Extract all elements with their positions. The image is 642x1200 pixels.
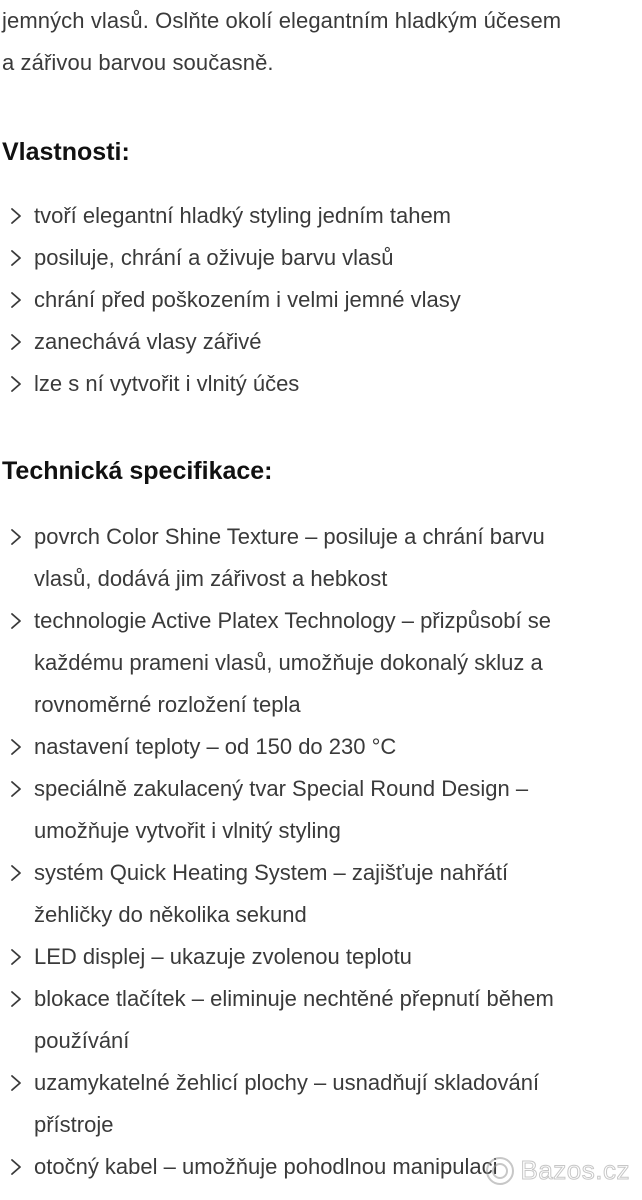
list-item (0, 516, 642, 600)
chevron-right-icon (8, 738, 24, 756)
list-item (0, 1062, 642, 1146)
list-item-text: otočný kabel – umožňuje pohodlnou manipulaci (34, 1154, 498, 1179)
list-item (0, 768, 642, 852)
list-item (0, 852, 642, 936)
list-item (0, 237, 642, 279)
list-item-text: chrání před poškozením i velmi jemné vlasy (34, 287, 461, 312)
chevron-right-icon (8, 1158, 24, 1176)
list-item (0, 726, 642, 768)
chevron-right-icon (8, 864, 24, 882)
list-item-text: umožňuje vytvořit i vlnitý styling (34, 818, 341, 843)
list-item-text: LED displej – ukazuje zvolenou teplotu (34, 944, 412, 969)
list-item (0, 321, 642, 363)
list-item-text: posiluje, chrání a oživuje barvu vlasů (34, 245, 394, 270)
list-item-text: uzamykatelné žehlicí plochy – usnadňují skladování (34, 1070, 540, 1095)
list-vlastnosti (0, 195, 642, 405)
list-item-text: nastavení teploty – od 150 do 230 °C (34, 734, 397, 759)
chevron-right-icon (8, 780, 24, 798)
chevron-right-icon (8, 207, 24, 225)
list-item (0, 363, 642, 405)
chevron-right-icon (8, 375, 24, 393)
intro-line: jemných vlasů. Oslňte okolí elegantním hladkým účesem (2, 8, 562, 33)
list-item (0, 600, 642, 726)
chevron-right-icon (8, 1074, 24, 1092)
bazos-logo-icon (485, 1156, 515, 1186)
chevron-right-icon (8, 528, 24, 546)
chevron-right-icon (8, 333, 24, 351)
list-item-text: tvoří elegantní hladký styling jedním tahem (34, 203, 452, 228)
list-item-text: žehličky do několika sekund (34, 902, 307, 927)
list-item (0, 978, 642, 1062)
list-item-text: každému prameni vlasů, umožňuje dokonalý skluz a (34, 650, 543, 675)
list-item-text: používání (34, 1028, 130, 1053)
list-item-text: speciálně zakulacený tvar Special Round Design – (34, 776, 529, 801)
list-item-text: povrch Color Shine Texture – posiluje a chrání barvu (34, 524, 545, 549)
list-item-text: blokace tlačítek – eliminuje nechtěné přepnutí během (34, 986, 554, 1011)
list-item-text: přístroje (34, 1112, 114, 1137)
heading-technicka-specifikace: Technická specifikace: (2, 457, 273, 485)
chevron-right-icon (8, 291, 24, 309)
list-item-text: technologie Active Platex Technology – přizpůsobí se (34, 608, 551, 633)
watermark (485, 1155, 631, 1186)
list-item-text: systém Quick Heating System – zajišťuje nahřátí (34, 860, 509, 885)
chevron-right-icon (8, 948, 24, 966)
chevron-right-icon (8, 612, 24, 630)
list-item (0, 279, 642, 321)
list-item (0, 936, 642, 978)
list-item-text: rovnoměrné rozložení tepla (34, 692, 301, 717)
list-technicka-specifikace (0, 516, 642, 1188)
intro-paragraph (0, 0, 642, 84)
list-item (0, 195, 642, 237)
list-item-text: lze s ní vytvořit i vlnitý účes (34, 371, 300, 396)
list-item-text: vlasů, dodává jim zářivost a hebkost (34, 566, 388, 591)
heading-vlastnosti: Vlastnosti: (2, 138, 130, 166)
list-item-text: zanechává vlasy zářivé (34, 329, 262, 354)
intro-line: a zářivou barvou současně. (2, 50, 274, 75)
chevron-right-icon (8, 990, 24, 1008)
watermark-text: Bazos.cz (520, 1155, 630, 1185)
chevron-right-icon (8, 249, 24, 267)
